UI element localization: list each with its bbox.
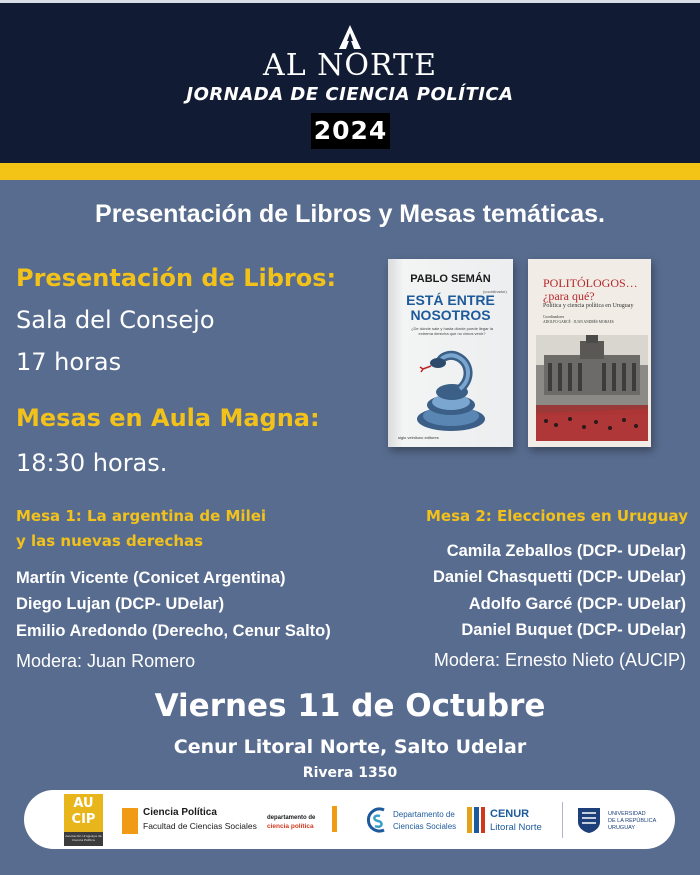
mesa1-title-line1: Mesa 1: La argentina de Milei: [16, 507, 267, 525]
aucip-logo-line2: CIP: [71, 812, 96, 827]
book-subtitle: Política y ciencia política en Uruguay: [543, 303, 634, 309]
ciencias-sociales-line2: Ciencias Sociales: [393, 822, 457, 831]
aucip-logo: [64, 794, 103, 846]
mountain-logo-icon: [336, 24, 364, 50]
book-title-line1: ESTÁ ENTRE: [406, 292, 495, 308]
year-badge: 2024: [311, 113, 390, 149]
ciencia-politica-mark-icon: [122, 808, 138, 834]
mesa2-speaker: Adolfo Garcé (DCP- UDelar): [468, 595, 686, 613]
dcp-logo-line2: ciencia política: [267, 823, 314, 830]
book-coord-label: Coordinadores: [543, 315, 565, 319]
udelar-line3: URUGUAY: [608, 825, 636, 831]
udelar-shield-icon: [576, 806, 602, 834]
aucip-logo-line1: AU: [73, 796, 94, 811]
udelar-line2: DE LA REPÚBLICA: [608, 818, 657, 824]
libros-time: 17 horas: [16, 348, 122, 376]
event-date: Viernes 11 de Octubre: [154, 688, 546, 724]
brand-name: AL NORTE: [263, 48, 437, 83]
dcp-logo-line1: departamento de: [267, 815, 316, 821]
dcp-logo-bar: [332, 806, 337, 832]
mesas-time: 18:30 horas.: [16, 449, 168, 477]
logo-divider: [562, 802, 563, 838]
book-title-line2: ¿para qué?: [543, 289, 595, 303]
mesa2-moderator: Modera: Ernesto Nieto (AUCIP): [433, 650, 686, 670]
book-subtitle: ¿De dónde sale y hasta dónde puede llegar la extrema derecha que no vimos venir?: [411, 326, 493, 336]
header-banner: [0, 0, 700, 163]
book-title: [543, 277, 648, 303]
ciencias-sociales-logo-icon: [362, 804, 390, 836]
event-subtitle: JORNADA DE CIENCIA POLÍTICA: [186, 84, 514, 105]
mesa1-speaker: Emilio Aredondo (Derecho, Cenur Salto): [16, 622, 331, 640]
event-venue: Cenur Litoral Norte, Salto Udelar: [173, 736, 527, 758]
mesa2-speaker: Daniel Chasquetti (DCP- UDelar): [432, 568, 686, 586]
mesa1-title-line2: y las nuevas derechas: [16, 532, 204, 550]
mesas-heading: Mesas en Aula Magna:: [16, 404, 320, 432]
snake-icon: [410, 339, 492, 435]
mesa1-speaker: Martín Vicente (Conicet Argentina): [16, 569, 286, 587]
mesa2-title: Mesa 2: Elecciones en Uruguay: [425, 507, 688, 525]
book-title-line1: POLITÓLOGOS…: [543, 276, 638, 290]
mesa2-speaker: Camila Zeballos (DCP- UDelar): [446, 542, 686, 560]
header-top-line: [0, 0, 700, 3]
book-title: [388, 293, 513, 323]
book-coord-names: ADOLFO GARCÉ · JUAN ANDRÉS MORAES: [543, 320, 614, 324]
book-publisher: siglo veintiuno editores: [398, 435, 439, 440]
cenur-logo-icon: [466, 805, 486, 835]
mesa1-speaker: Diego Lujan (DCP- UDelar): [16, 595, 225, 613]
book-cover-esta-entre-nosotros: [388, 259, 513, 447]
ciencia-politica-faculty: Facultad de Ciencias Sociales: [143, 821, 257, 831]
mesa2-speaker: Daniel Buquet (DCP- UDelar): [461, 621, 686, 639]
book-title-line2: NOSOTROS: [410, 307, 491, 323]
libros-heading: Presentación de Libros:: [16, 264, 337, 292]
book-coord: (coordinador): [483, 289, 507, 294]
yellow-band: [0, 163, 700, 180]
mesa1-moderator: Modera: Juan Romero: [16, 651, 196, 671]
aucip-logo-caption: Asociación Uruguaya de Ciencia Política: [65, 834, 102, 842]
cenur-name: CENUR: [490, 808, 530, 820]
building-photo-icon: [536, 335, 648, 441]
book-author: PABLO SEMÁN: [410, 273, 491, 285]
page-title: Presentación de Libros y Mesas temáticas.: [95, 200, 605, 228]
event-address: Rivera 1350: [302, 765, 398, 781]
sponsor-logos-strip: [24, 790, 675, 849]
udelar-line1: UNIVERSIDAD: [608, 811, 646, 817]
book-coordinators: [543, 315, 648, 325]
ciencia-politica-name: Ciencia Política: [143, 807, 217, 818]
ciencias-sociales-line1: Departamento de: [393, 810, 455, 819]
book-cover-politologos: [528, 259, 651, 447]
cenur-region: Litoral Norte: [490, 822, 542, 833]
libros-room: Sala del Consejo: [16, 306, 215, 334]
